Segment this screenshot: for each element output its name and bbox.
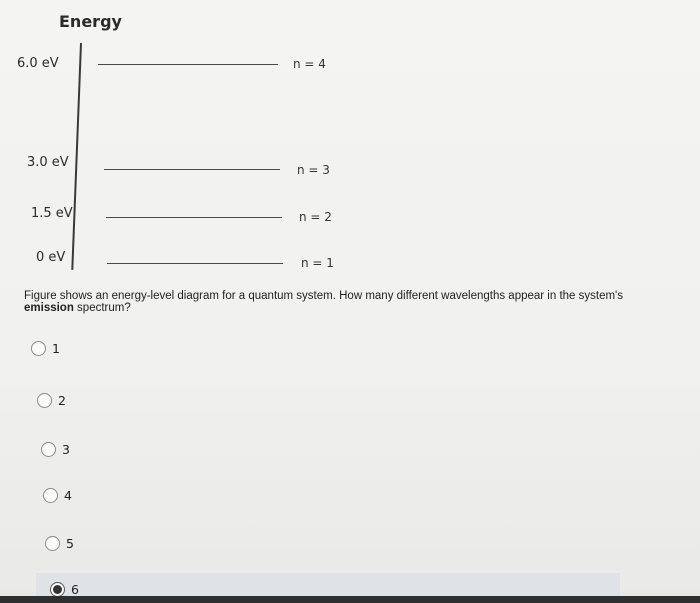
level-line-n2 [106,217,282,218]
energy-label-0ev: 0 eV [36,250,66,265]
question-text [24,290,644,314]
energy-label-1-5ev: 1.5 eV [31,206,73,221]
answer-option-label: 6 [71,581,79,597]
radio-button-icon[interactable] [31,341,46,356]
level-line-n3 [104,169,280,170]
radio-button-icon[interactable] [43,488,58,503]
energy-label-3ev: 3.0 eV [27,155,69,170]
diagram-title: Energy [59,12,122,31]
answer-option-label: 4 [64,487,72,503]
level-line-n1 [107,263,283,264]
answer-option-2[interactable] [37,389,66,411]
state-label-n4: n = 4 [293,57,326,71]
state-label-n2: n = 2 [299,210,332,224]
radio-button-icon[interactable] [41,442,56,457]
answer-option-label: 5 [66,535,74,551]
answer-option-5[interactable] [45,532,74,554]
radio-button-icon[interactable] [37,393,52,408]
energy-axis [71,43,82,270]
energy-label-6ev: 6.0 eV [17,56,59,71]
answer-option-label: 1 [52,340,60,356]
answer-option-3[interactable] [41,438,70,460]
state-label-n1: n = 1 [301,256,334,270]
question-text-part2: spectrum? [73,302,131,314]
answer-option-label: 2 [58,392,66,408]
answer-option-4[interactable] [43,484,72,506]
question-text-bold: emission [24,302,74,314]
answer-option-label: 3 [62,441,70,457]
screen-bottom-edge [0,596,700,603]
level-line-n4 [98,64,278,65]
radio-dot-icon [53,585,62,594]
radio-button-checked-icon[interactable] [50,582,65,597]
radio-button-icon[interactable] [45,536,60,551]
question-text-part1: Figure shows an energy-level diagram for a quantum system. How many different wavelengths appear in the system's [24,290,623,302]
state-label-n3: n = 3 [297,163,330,177]
answer-option-1[interactable] [31,337,60,359]
